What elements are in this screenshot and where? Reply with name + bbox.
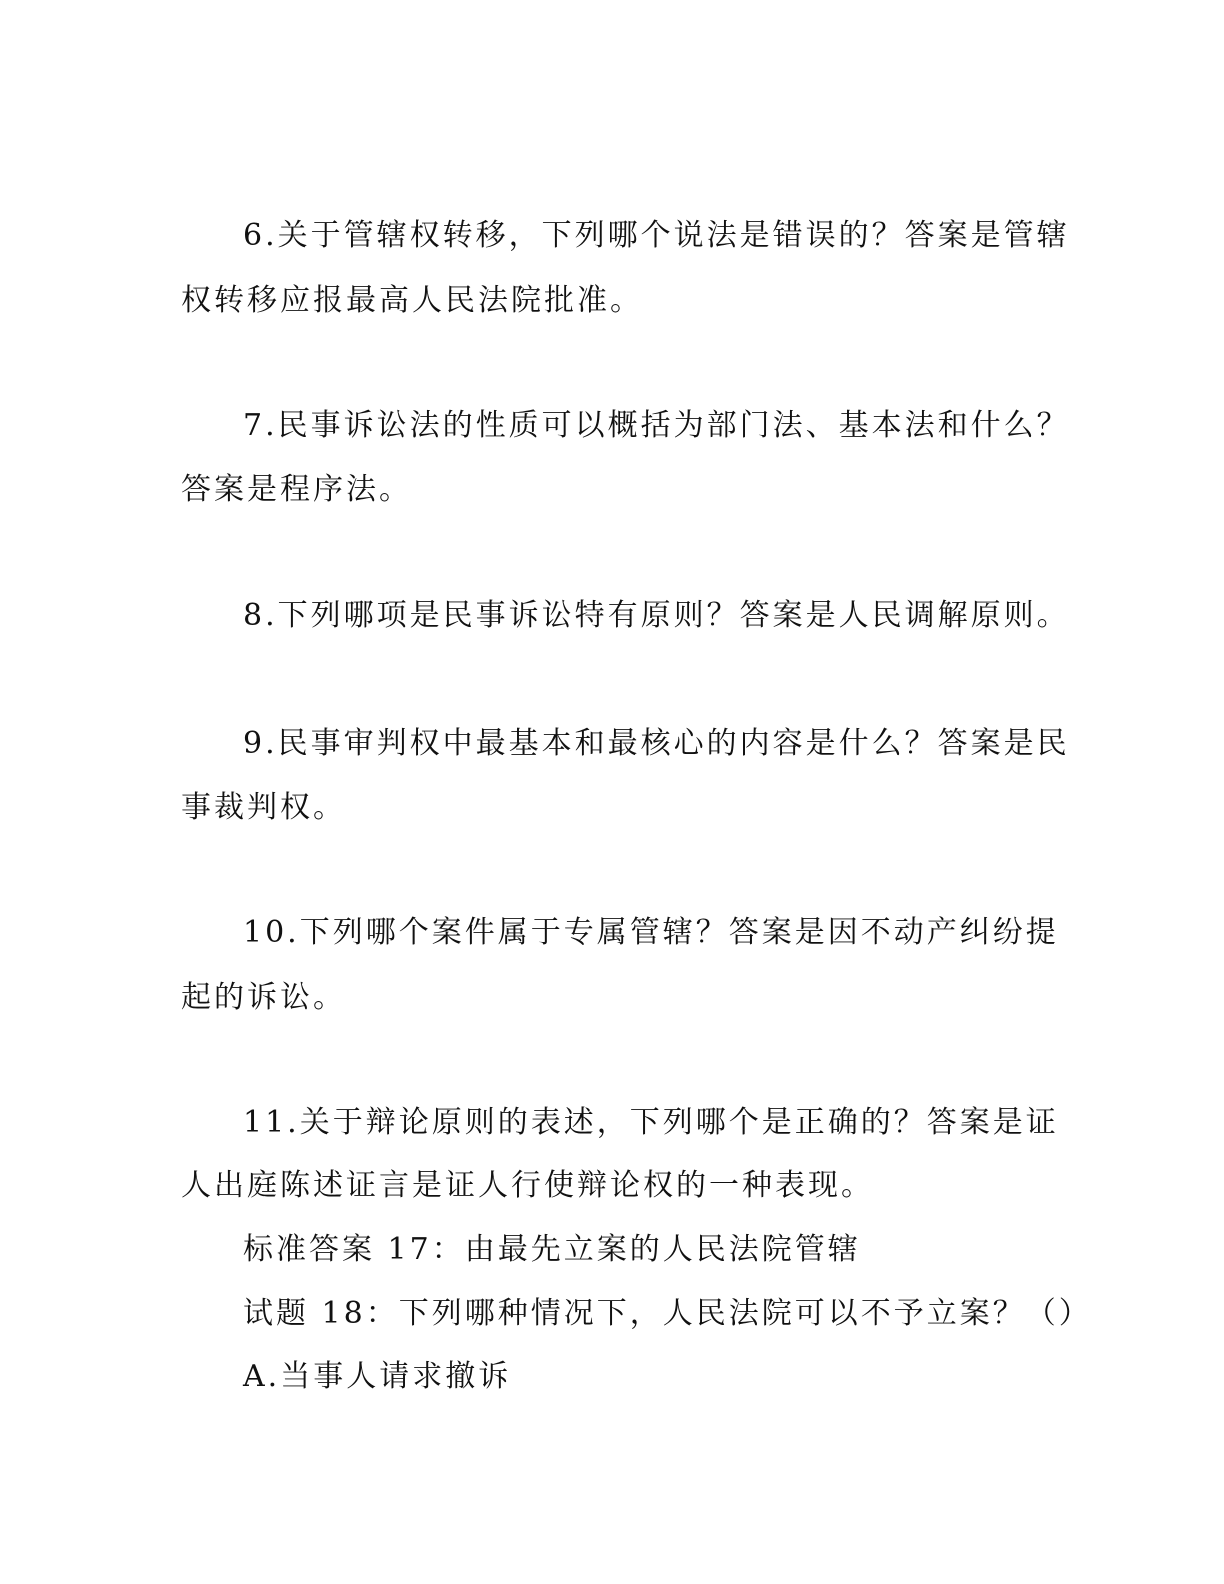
question-10-line-2: 起的诉讼。	[181, 980, 346, 1015]
question-7-line-1: 7.民事诉讼法的性质可以概括为部门法、基本法和什么？	[243, 408, 1070, 443]
question-11-line-1: 11.关于辩论原则的表述，下列哪个是正确的？答案是证	[243, 1105, 1059, 1140]
standard-answer-17: 标准答案 17：由最先立案的人民法院管辖	[243, 1232, 861, 1267]
question-10-line-1: 10.下列哪个案件属于专属管辖？答案是因不动产纠纷提	[243, 915, 1059, 950]
question-9-line-2: 事裁判权。	[181, 790, 346, 825]
question-6-line-1: 6.关于管辖权转移，下列哪个说法是错误的？答案是管辖	[243, 218, 1070, 253]
question-7-line-2: 答案是程序法。	[181, 472, 412, 507]
question-18: 试题 18：下列哪种情况下，人民法院可以不予立案？（）	[243, 1296, 1092, 1331]
question-11-line-2: 人出庭陈述证言是证人行使辩论权的一种表现。	[181, 1168, 874, 1203]
option-a: A.当事人请求撤诉	[243, 1359, 512, 1394]
question-9-line-1: 9.民事审判权中最基本和最核心的内容是什么？答案是民	[243, 726, 1070, 761]
question-6-line-2: 权转移应报最高人民法院批准。	[181, 283, 643, 318]
question-8-line-1: 8.下列哪项是民事诉讼特有原则？答案是人民调解原则。	[243, 598, 1070, 633]
